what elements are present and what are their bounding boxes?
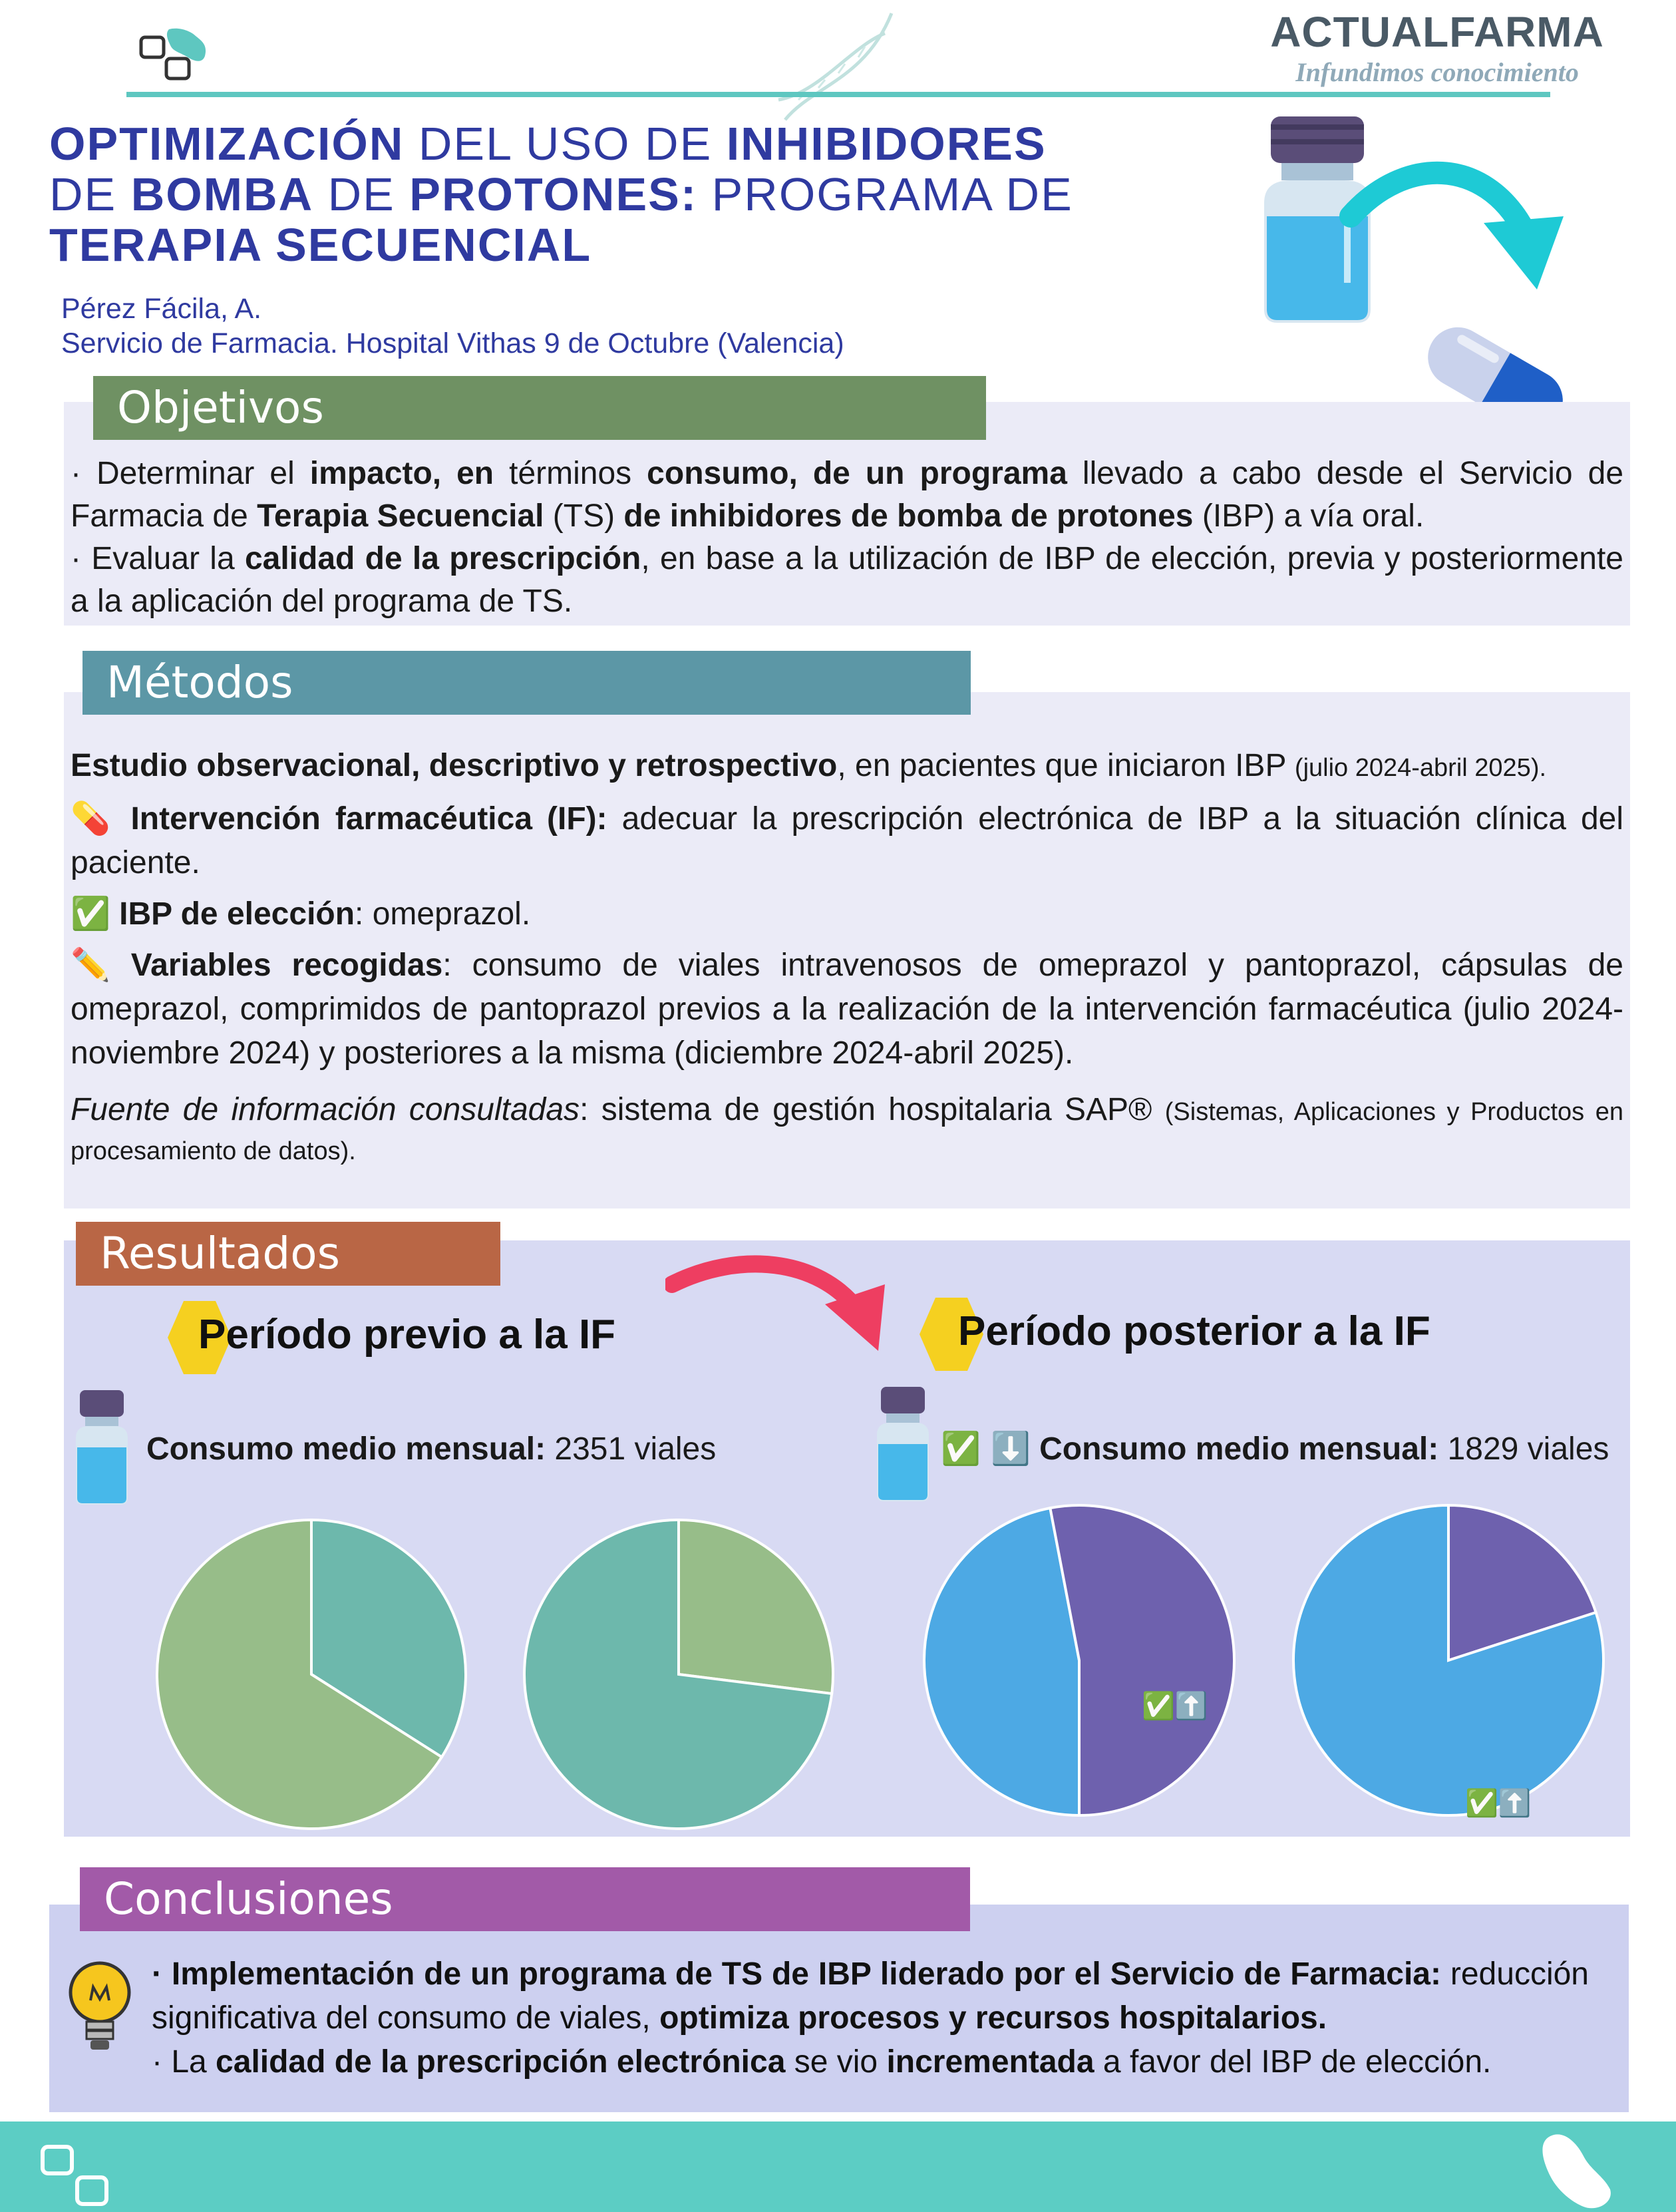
author-block xyxy=(61,291,844,361)
dna-icon xyxy=(772,7,905,126)
author-affiliation: Servicio de Farmacia. Hospital Vithas 9 de Octubre (Valencia) xyxy=(61,327,844,359)
author-name: Pérez Fácila, A. xyxy=(61,293,262,325)
text-run: Estudio observacional, descriptivo y retrospectivo xyxy=(71,748,838,783)
footer-map-icon xyxy=(1530,2129,1617,2212)
pie-slice-segment-B xyxy=(924,1508,1079,1815)
text-run: (TS) xyxy=(544,498,624,534)
variables xyxy=(71,943,1623,1075)
text-run: optimiza procesos y recursos hospitalarios. xyxy=(659,2000,1327,2036)
text-run: a favor del IBP de elección. xyxy=(1094,2044,1492,2080)
conclusiones-heading: Conclusiones xyxy=(80,1867,970,1931)
text-run: Consumo medio mensual: xyxy=(146,1431,546,1467)
text-run: Variables recogidas xyxy=(130,948,443,983)
title-part: DE xyxy=(313,168,410,220)
metodos-text xyxy=(71,744,1623,1177)
text-run: , en base a la utilización de IBP de elección, previa y posteriormente a la aplicación del programa de TS. xyxy=(71,541,1623,619)
increase-badge: ✅⬆️ xyxy=(1465,1788,1532,1819)
resultados-heading: Resultados xyxy=(76,1222,500,1286)
text-run: · Implementación de un programa de TS de IBP liderado por el Servicio de Farmacia: xyxy=(152,1956,1441,1992)
curved-arrow-icon xyxy=(665,1251,905,1364)
header-divider xyxy=(126,92,1550,97)
text-run: Consumo medio mensual: xyxy=(1039,1431,1439,1467)
text-run: 2351 viales xyxy=(546,1431,717,1467)
text-run: , en pacientes que iniciaron IBP xyxy=(837,748,1295,783)
text-run: incrementada xyxy=(886,2044,1094,2080)
source xyxy=(71,1091,1623,1170)
text-run: Intervención farmacéutica (IF): xyxy=(130,801,607,836)
check-down-icon: ✅ ⬇️ xyxy=(941,1430,1031,1467)
vial-icon xyxy=(72,1387,132,1507)
text-run: : omeprazol. xyxy=(355,896,531,932)
poster-title xyxy=(49,118,1187,270)
logo-squares-icon xyxy=(138,27,212,87)
text-run: llevado a cabo desde el Servicio de Farmacia de xyxy=(71,456,1624,534)
before-consumo xyxy=(146,1431,716,1467)
pill-icon: 💊 xyxy=(71,800,116,837)
title-part: OPTIMIZACIÓN xyxy=(49,118,405,170)
text-run: de inhibidores de bomba de protones xyxy=(623,498,1194,534)
objetivos-heading: Objetivos xyxy=(93,376,986,440)
vial-to-pill-icon xyxy=(1244,110,1603,443)
text-run: términos xyxy=(494,456,647,491)
metodos-heading: Métodos xyxy=(83,651,971,715)
text-run: impacto, en xyxy=(309,456,494,491)
pie-chart-after-2 xyxy=(1291,1503,1606,1818)
lightbulb-icon xyxy=(67,1960,133,2060)
text-run: consumo, de un programa xyxy=(647,456,1067,491)
check-icon: ✅ xyxy=(71,895,110,932)
title-part: TERAPIA SECUENCIAL xyxy=(49,219,592,271)
text-run: (julio 2024-abril 2025). xyxy=(1294,754,1547,782)
conclusiones-text xyxy=(152,1952,1589,2084)
text-run: (Sistemas, Aplicaciones y Productos en procesamiento de datos). xyxy=(71,1098,1623,1165)
text-run: calidad de la prescripción xyxy=(244,541,641,576)
footer-squares-icon xyxy=(40,2143,113,2212)
title-part: DE xyxy=(49,168,131,220)
text-run: se vio xyxy=(785,2044,887,2080)
text-run: (IBP) a vía oral. xyxy=(1193,498,1425,534)
text-run: Terapia Secuencial xyxy=(257,498,544,534)
brand-logo xyxy=(1264,7,1610,87)
text-run: : sistema de gestión hospitalaria SAP® xyxy=(580,1092,1165,1127)
brand-tagline: Infundimos conocimiento xyxy=(1295,57,1579,87)
objetivos-text xyxy=(71,453,1623,623)
title-part: PROGRAMA DE xyxy=(697,168,1073,220)
text-run: Fuente de información consultadas xyxy=(71,1092,580,1127)
text-run: 1829 viales xyxy=(1438,1431,1609,1467)
text-run: adecuar la prescripción electrónica de IBP a la situación clínica del paciente. xyxy=(71,801,1623,880)
text-run: · Evaluar la xyxy=(71,541,245,576)
text-run: calidad de la prescripción electrónica xyxy=(216,2044,786,2080)
pie-chart-before-1 xyxy=(154,1517,468,1831)
text-run: : consumo de viales intravenosos de omeprazol y pantoprazol, cápsulas de omeprazol, comprimidos de pantoprazol previos a la realización de la intervención farmacéutica (julio 2024-noviembre 2024) y posteriores a la misma (diciembre 2024-abril 2025). xyxy=(71,948,1623,1071)
title-part: BOMBA xyxy=(130,168,314,220)
after-period-title: Período posterior a la IF xyxy=(958,1308,1430,1354)
text-run: · Determinar el xyxy=(71,456,310,491)
pie-slice-segment-B xyxy=(679,1520,833,1694)
study-design xyxy=(71,744,1623,790)
title-part: PROTONES: xyxy=(409,168,698,220)
pie-chart-after-1 xyxy=(922,1503,1237,1818)
increase-badge: ✅⬆️ xyxy=(1142,1691,1208,1722)
text-run: IBP de elección xyxy=(119,896,355,932)
intervention xyxy=(71,797,1623,885)
text-run: reducción significativa del consumo de viales, xyxy=(152,1956,1589,2036)
footer-band xyxy=(0,2121,1676,2212)
pie-chart-before-2 xyxy=(522,1517,836,1831)
ibp-choice xyxy=(71,892,1623,936)
brand-name: ACTUALFARMA xyxy=(1270,8,1604,56)
vial-icon xyxy=(873,1384,933,1504)
title-part: DEL USO DE xyxy=(404,118,727,170)
after-consumo xyxy=(941,1429,1609,1467)
text-run: · La xyxy=(152,2044,216,2080)
title-part: INHIBIDORES xyxy=(726,118,1047,170)
pencil-icon: ✏️ xyxy=(71,946,110,984)
before-period-title: Período previo a la IF xyxy=(198,1312,616,1358)
